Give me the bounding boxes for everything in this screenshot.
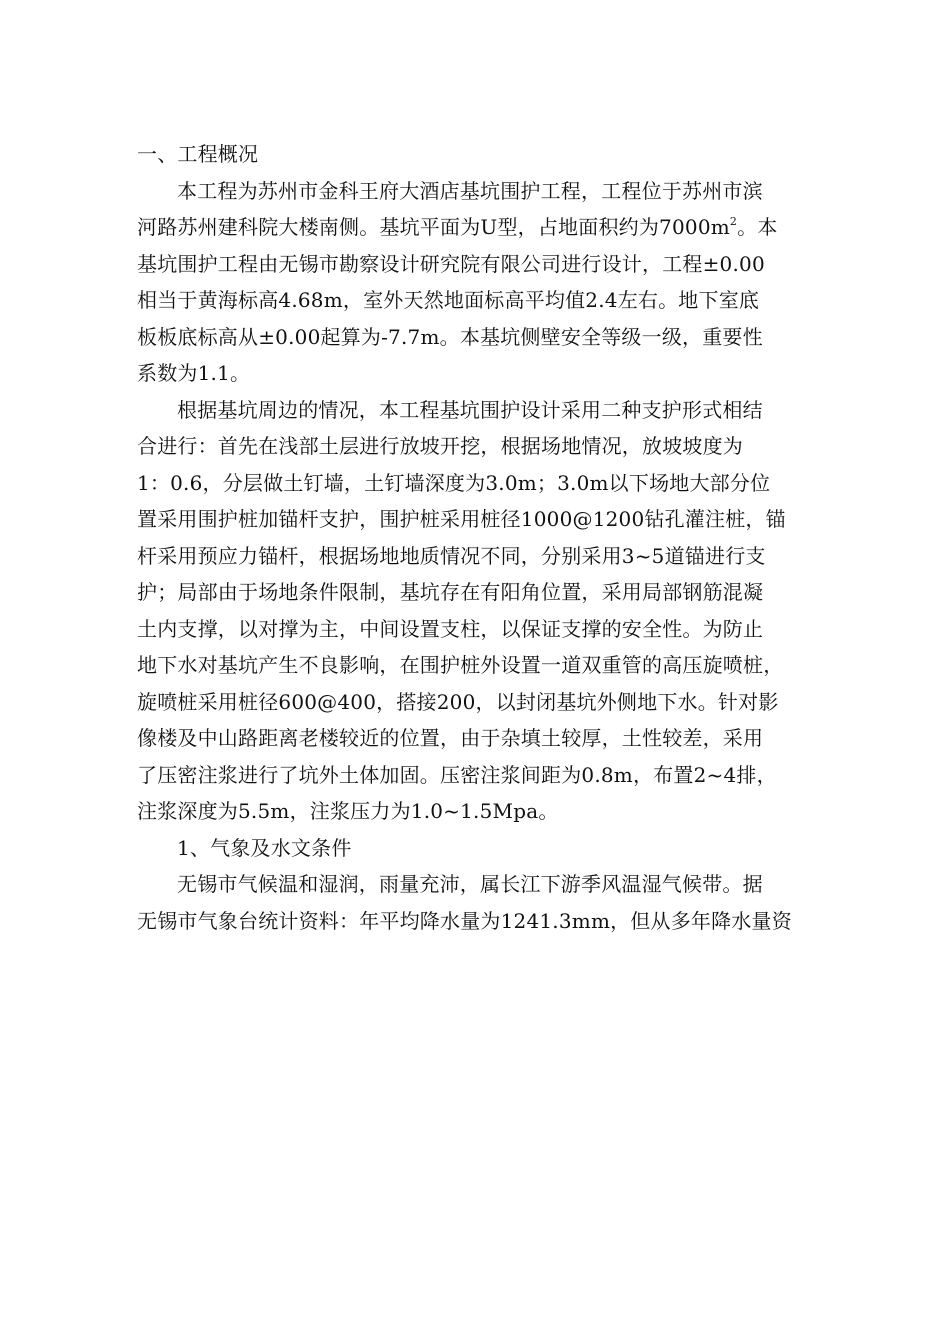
para3-line-1: 无锡市气候温和湿润，雨量充沛，属长江下游季风温湿气候带。据 bbox=[177, 872, 763, 896]
subsection-heading: 1、气象及水文条件 bbox=[177, 835, 352, 860]
para3-line-2: 无锡市气象台统计资料：年平均降水量为1241.3mm，但从多年降水量资 bbox=[137, 908, 792, 933]
para2-line-1: 根据基坑周边的情况，本工程基坑围护设计采用二种支护形式相结 bbox=[177, 397, 763, 422]
section-heading: 一、工程概况 bbox=[137, 142, 259, 166]
para2-line-2: 合进行：首先在浅部土层进行放坡开挖，根据场地情况，放坡坡度为 bbox=[137, 434, 743, 458]
para1-line-3: 基坑围护工程由无锡市勘察设计研究院有限公司进行设计，工程±0.00 bbox=[137, 251, 765, 276]
document-page bbox=[137, 136, 837, 939]
para1-line-2 bbox=[137, 209, 837, 246]
para2-line-6: 护；局部由于场地条件限制，基坑存在有阳角位置，采用局部钢筋混凝 bbox=[137, 580, 764, 604]
para1-line-4: 相当于黄海标高4.68m，室外天然地面标高平均值2.4左右。地下室底 bbox=[137, 288, 760, 312]
para2-line-5: 杆采用预应力锚杆，根据场地地质情况不同，分别采用3~5道锚进行支 bbox=[137, 543, 766, 568]
para1-line-2-tail: 。本 bbox=[737, 215, 778, 239]
para1-line-5: 板板底标高从±0.00起算为-7.7m。本基坑侧壁安全等级一级，重要性 bbox=[137, 324, 763, 349]
para1-line-1: 本工程为苏州市金科王府大酒店基坑围护工程，工程位于苏州市滨 bbox=[177, 178, 763, 203]
para2-line-12: 注浆深度为5.5m，注浆压力为1.0~1.5Mpa。 bbox=[137, 799, 559, 823]
para2-line-4: 置采用围护桩加锚杆支护，围护桩采用桩径1000@1200钻孔灌注桩，锚 bbox=[137, 507, 786, 531]
para1-line-6: 系数为1.1。 bbox=[137, 361, 251, 385]
para1-line-2-text: 河路苏州建科院大楼南侧。基坑平面为U型，占地面积约为7000m bbox=[137, 215, 730, 239]
para2-line-11: 了压密注浆进行了坑外土体加固。压密注浆间距为0.8m，布置2~4排， bbox=[137, 762, 777, 787]
para2-line-10: 像楼及中山路距离老楼较近的位置，由于杂填土较厚，土性较差，采用 bbox=[137, 726, 764, 750]
para2-line-8: 地下水对基坑产生不良影响，在围护桩外设置一道双重管的高压旋喷桩， bbox=[137, 653, 784, 677]
para2-line-7: 土内支撑，以对撑为主，中间设置支柱，以保证支撑的安全性。为防止 bbox=[137, 616, 764, 641]
para2-line-9: 旋喷桩采用桩径600@400，搭接200，以封闭基坑外侧地下水。针对影 bbox=[137, 689, 779, 714]
para2-line-3: 1：0.6，分层做土钉墙，土钉墙深度为3.0m；3.0m以下场地大部分位 bbox=[137, 470, 771, 495]
superscript-2: 2 bbox=[729, 215, 738, 228]
